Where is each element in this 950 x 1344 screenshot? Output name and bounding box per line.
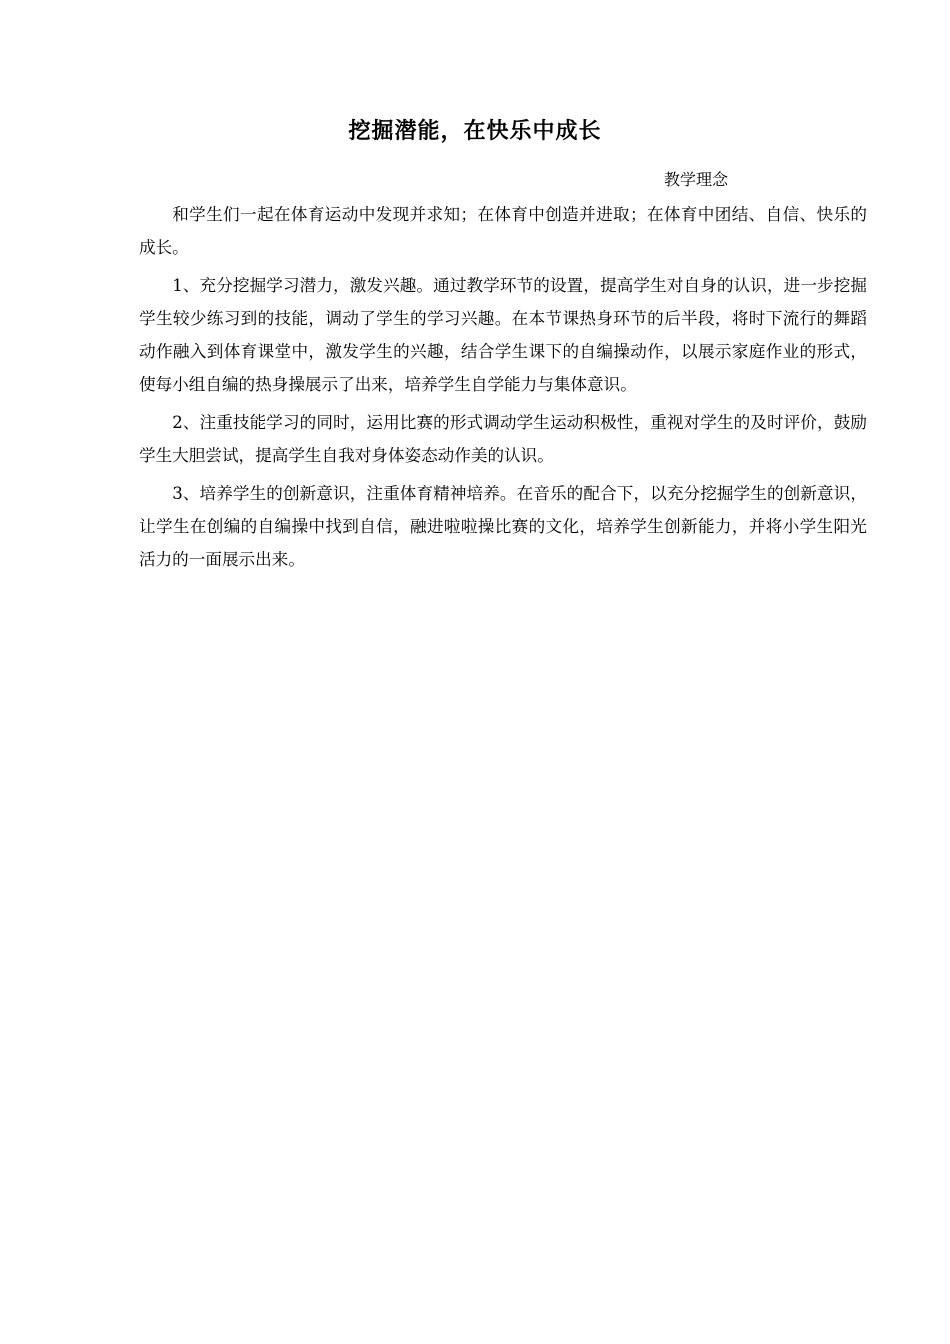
section-heading: 教学理念 <box>664 170 729 189</box>
paragraph-point-2: 2、注重技能学习的同时，运用比赛的形式调动学生运动积极性，重视对学生的及时评价，鼓励学生大胆尝试，提高学生自我对身体姿态动作美的认识。 <box>139 413 867 465</box>
paragraph-point-1: 1、充分挖掘学习潜力，激发兴趣。通过教学环节的设置，提高学生对自身的认识，进一步挖掘学生较少练习到的技能，调动了学生的学习兴趣。在本节课热身环节的后半段，将时下流行的舞蹈动作融入到体育课堂中，激发学生的兴趣，结合学生课下的自编操动作，以展示家庭作业的形式，使每小组自编的热身操展示了出来，培养学生自学能力与集体意识。 <box>139 276 867 394</box>
document-body <box>139 198 867 581</box>
paragraph-point-3: 3、培养学生的创新意识，注重体育精神培养。在音乐的配合下，以充分挖掘学生的创新意识，让学生在创编的自编操中找到自信，融进啦啦操比赛的文化，培养学生创新能力，并将小学生阳光活力的一面展示出来。 <box>139 484 867 569</box>
document-title: 挖掘潜能，在快乐中成长 <box>348 119 602 144</box>
paragraph-intro: 和学生们一起在体育运动中发现并求知；在体育中创造并进取；在体育中团结、自信、快乐的成长。 <box>139 205 867 257</box>
